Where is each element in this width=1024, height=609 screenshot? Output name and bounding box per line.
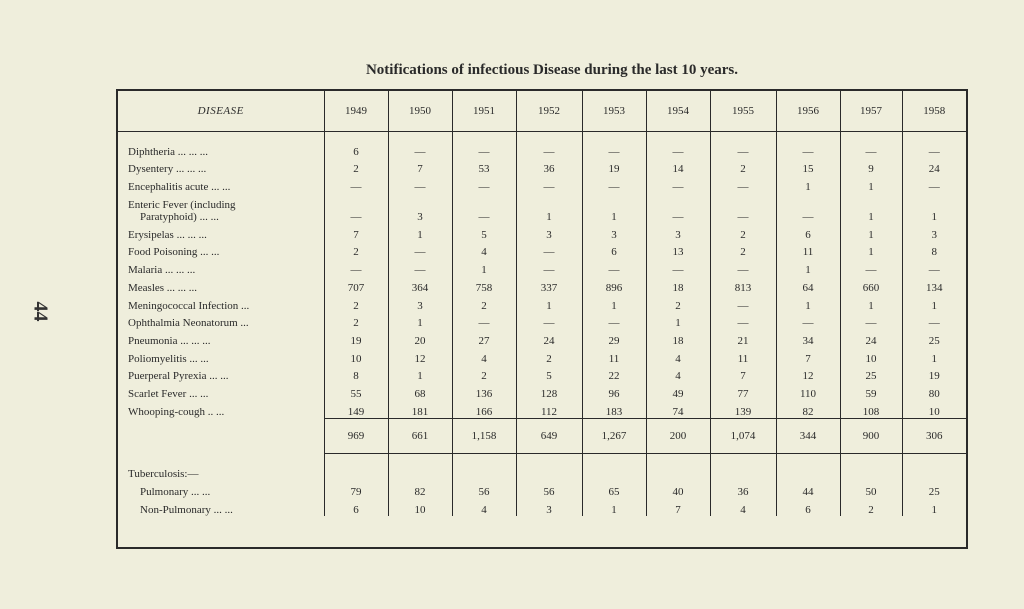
spacer-cell <box>582 464 646 480</box>
value-cell: 4 <box>646 347 710 365</box>
value-cell: 1 <box>582 193 646 223</box>
year-column-header: 1958 <box>902 91 966 132</box>
total-cell: 306 <box>902 418 966 453</box>
value-cell: 3 <box>516 223 582 241</box>
value-cell: 2 <box>646 294 710 312</box>
spacer-cell <box>582 453 646 464</box>
value-cell: 82 <box>776 400 840 418</box>
value-cell: 12 <box>776 365 840 383</box>
disease-name-line: Pneumonia ... ... ... <box>128 334 211 347</box>
value-cell: 110 <box>776 382 840 400</box>
spacer-cell <box>118 132 324 141</box>
total-cell: 969 <box>324 418 388 453</box>
value-cell: 13 <box>646 241 710 259</box>
disease-row <box>118 158 966 176</box>
value-cell: 896 <box>582 276 646 294</box>
notifications-table <box>118 91 966 516</box>
spacer-cell <box>324 464 388 480</box>
value-cell: 25 <box>840 365 902 383</box>
disease-row <box>118 241 966 259</box>
value-cell: 7 <box>646 498 710 516</box>
spacer-cell <box>582 132 646 141</box>
value-cell: — <box>324 258 388 276</box>
spacer-cell <box>324 453 388 464</box>
value-cell: 7 <box>388 158 452 176</box>
value-cell: — <box>452 140 516 158</box>
value-cell: 7 <box>324 223 388 241</box>
value-cell: 1 <box>388 223 452 241</box>
value-cell: 12 <box>388 347 452 365</box>
value-cell: 4 <box>452 498 516 516</box>
value-cell: 364 <box>388 276 452 294</box>
total-cell: 1,158 <box>452 418 516 453</box>
disease-row <box>118 175 966 193</box>
tuberculosis-heading-row <box>118 464 966 480</box>
disease-name-line: Food Poisoning ... ... <box>128 246 220 259</box>
value-cell: 6 <box>324 498 388 516</box>
spacer-cell <box>710 453 776 464</box>
total-cell: 200 <box>646 418 710 453</box>
value-cell: — <box>516 241 582 259</box>
disease-name <box>118 175 324 193</box>
value-cell: — <box>646 140 710 158</box>
value-cell: 136 <box>452 382 516 400</box>
value-cell: 1 <box>646 312 710 330</box>
value-cell: 50 <box>840 480 902 498</box>
value-cell: 166 <box>452 400 516 418</box>
value-cell: 36 <box>710 480 776 498</box>
tuberculosis-type: Pulmonary ... ... <box>140 485 211 498</box>
value-cell: 18 <box>646 276 710 294</box>
year-column-header: 1952 <box>516 91 582 132</box>
value-cell: — <box>646 175 710 193</box>
spacer-cell <box>452 464 516 480</box>
value-cell: 660 <box>840 276 902 294</box>
value-cell: 5 <box>452 223 516 241</box>
value-cell: 25 <box>902 480 966 498</box>
spacer-cell <box>646 464 710 480</box>
value-cell: 49 <box>646 382 710 400</box>
value-cell: 65 <box>582 480 646 498</box>
value-cell: 82 <box>388 480 452 498</box>
value-cell: — <box>516 140 582 158</box>
value-cell: — <box>646 193 710 223</box>
value-cell: 1 <box>902 193 966 223</box>
value-cell: 11 <box>710 347 776 365</box>
page-title: Notifications of infectious Disease during the last 10 years. <box>365 62 739 78</box>
spacer-cell <box>840 464 902 480</box>
value-cell: 139 <box>710 400 776 418</box>
value-cell: — <box>710 258 776 276</box>
totals-label-cell <box>118 418 324 453</box>
value-cell: — <box>646 258 710 276</box>
value-cell: 2 <box>516 347 582 365</box>
value-cell: 6 <box>582 241 646 259</box>
value-cell: 1 <box>840 223 902 241</box>
value-cell: 8 <box>324 365 388 383</box>
value-cell: 24 <box>902 158 966 176</box>
value-cell: 3 <box>582 223 646 241</box>
value-cell: — <box>516 175 582 193</box>
value-cell: 2 <box>710 158 776 176</box>
value-cell: — <box>710 294 776 312</box>
value-cell: 707 <box>324 276 388 294</box>
year-column-header: 1950 <box>388 91 452 132</box>
value-cell: 24 <box>516 329 582 347</box>
disease-name-line: Encephalitis acute ... ... <box>128 181 231 194</box>
spacer-cell <box>516 464 582 480</box>
disease-row <box>118 400 966 418</box>
value-cell: — <box>902 175 966 193</box>
spacer-cell <box>452 132 516 141</box>
value-cell: 108 <box>840 400 902 418</box>
value-cell: — <box>710 312 776 330</box>
total-cell: 661 <box>388 418 452 453</box>
disease-name-line: Scarlet Fever ... ... <box>128 387 209 400</box>
value-cell: 2 <box>324 158 388 176</box>
value-cell: — <box>710 140 776 158</box>
value-cell: 3 <box>516 498 582 516</box>
disease-row <box>118 193 966 223</box>
value-cell: 44 <box>776 480 840 498</box>
value-cell: 10 <box>902 400 966 418</box>
totals-rule-row <box>118 453 966 464</box>
value-cell: 2 <box>452 294 516 312</box>
value-cell: — <box>710 175 776 193</box>
value-cell: — <box>516 258 582 276</box>
disease-name-line: Whooping-cough .. ... <box>128 406 225 419</box>
disease-name <box>118 193 324 223</box>
spacer-cell <box>646 453 710 464</box>
disease-name-line: Puerperal Pyrexia ... ... <box>128 370 229 383</box>
tuberculosis-row <box>118 498 966 516</box>
spacer-cell <box>710 132 776 141</box>
value-cell: 77 <box>710 382 776 400</box>
value-cell: 11 <box>776 241 840 259</box>
value-cell: 2 <box>840 498 902 516</box>
value-cell: 337 <box>516 276 582 294</box>
value-cell: 64 <box>776 276 840 294</box>
value-cell: 3 <box>388 294 452 312</box>
value-cell: 1 <box>902 347 966 365</box>
disease-row <box>118 223 966 241</box>
value-cell: — <box>582 312 646 330</box>
value-cell: 6 <box>324 140 388 158</box>
value-cell: 11 <box>582 347 646 365</box>
disease-name-continuation: Paratyphoid) ... ... <box>140 211 219 224</box>
disease-name-line: Erysipelas ... ... ... <box>128 228 207 241</box>
value-cell: 181 <box>388 400 452 418</box>
value-cell: — <box>582 258 646 276</box>
disease-name <box>118 382 324 400</box>
disease-name <box>118 276 324 294</box>
disease-name <box>118 312 324 330</box>
value-cell: 2 <box>710 223 776 241</box>
value-cell: — <box>388 258 452 276</box>
value-cell: — <box>840 140 902 158</box>
value-cell: 20 <box>388 329 452 347</box>
value-cell: 1 <box>388 365 452 383</box>
value-cell: 24 <box>840 329 902 347</box>
value-cell: 1 <box>776 175 840 193</box>
value-cell: 758 <box>452 276 516 294</box>
value-cell: 1 <box>840 175 902 193</box>
value-cell: — <box>902 140 966 158</box>
spacer-cell <box>902 464 966 480</box>
value-cell: 1 <box>902 294 966 312</box>
year-column-header: 1949 <box>324 91 388 132</box>
value-cell: — <box>582 140 646 158</box>
year-column-header: 1957 <box>840 91 902 132</box>
value-cell: — <box>324 193 388 223</box>
value-cell: 5 <box>516 365 582 383</box>
value-cell: 2 <box>324 294 388 312</box>
disease-name <box>118 294 324 312</box>
spacer-cell <box>776 453 840 464</box>
value-cell: 1 <box>388 312 452 330</box>
value-cell: 6 <box>776 498 840 516</box>
value-cell: 14 <box>646 158 710 176</box>
totals-row <box>118 418 966 453</box>
disease-row <box>118 140 966 158</box>
spacer-cell <box>646 132 710 141</box>
disease-name-line: Diphtheria ... ... ... <box>128 145 209 158</box>
disease-name-line: Measles ... ... ... <box>128 281 198 294</box>
tuberculosis-type: Non-Pulmonary ... ... <box>140 503 233 516</box>
spacer-cell <box>710 464 776 480</box>
value-cell: 55 <box>324 382 388 400</box>
value-cell: — <box>840 312 902 330</box>
year-column-header: 1956 <box>776 91 840 132</box>
disease-row <box>118 347 966 365</box>
value-cell: 3 <box>388 193 452 223</box>
value-cell: 56 <box>452 480 516 498</box>
value-cell: 59 <box>840 382 902 400</box>
spacer-cell <box>902 132 966 141</box>
value-cell: 813 <box>710 276 776 294</box>
disease-name <box>118 400 324 418</box>
spacer-cell <box>388 464 452 480</box>
year-column-header: 1953 <box>582 91 646 132</box>
value-cell: 1 <box>840 193 902 223</box>
header-row <box>118 91 966 132</box>
value-cell: 183 <box>582 400 646 418</box>
disease-name-line: Enteric Fever (including <box>128 199 236 212</box>
value-cell: 1 <box>516 193 582 223</box>
value-cell: 1 <box>840 294 902 312</box>
value-cell: — <box>902 258 966 276</box>
value-cell: 1 <box>516 294 582 312</box>
value-cell: 2 <box>452 365 516 383</box>
disease-name <box>118 140 324 158</box>
value-cell: 68 <box>388 382 452 400</box>
disease-name <box>118 158 324 176</box>
spacer-cell <box>840 453 902 464</box>
value-cell: 56 <box>516 480 582 498</box>
value-cell: 96 <box>582 382 646 400</box>
value-cell: 1 <box>582 498 646 516</box>
value-cell: 79 <box>324 480 388 498</box>
value-cell: 18 <box>646 329 710 347</box>
value-cell: 80 <box>902 382 966 400</box>
value-cell: — <box>388 140 452 158</box>
year-column-header: 1951 <box>452 91 516 132</box>
value-cell: 21 <box>710 329 776 347</box>
spacer-row <box>118 132 966 141</box>
value-cell: 29 <box>582 329 646 347</box>
page-number: 44 <box>29 301 52 322</box>
value-cell: — <box>452 175 516 193</box>
value-cell: 6 <box>776 223 840 241</box>
disease-name-line: Ophthalmia Neonatorum ... <box>128 317 249 330</box>
value-cell: 19 <box>324 329 388 347</box>
value-cell: — <box>776 193 840 223</box>
year-column-header: 1955 <box>710 91 776 132</box>
value-cell: 19 <box>582 158 646 176</box>
disease-name <box>118 329 324 347</box>
disease-name-line: Poliomyelitis ... ... <box>128 352 209 365</box>
value-cell: 4 <box>710 498 776 516</box>
value-cell: 7 <box>710 365 776 383</box>
value-cell: 3 <box>902 223 966 241</box>
value-cell: 10 <box>840 347 902 365</box>
value-cell: 4 <box>452 241 516 259</box>
value-cell: 40 <box>646 480 710 498</box>
disease-row <box>118 258 966 276</box>
value-cell: 15 <box>776 158 840 176</box>
value-cell: — <box>776 140 840 158</box>
value-cell: — <box>516 312 582 330</box>
disease-row <box>118 329 966 347</box>
spacer-cell <box>840 132 902 141</box>
value-cell: 74 <box>646 400 710 418</box>
spacer-cell <box>324 132 388 141</box>
value-cell: 7 <box>776 347 840 365</box>
value-cell: 10 <box>324 347 388 365</box>
value-cell: — <box>582 175 646 193</box>
value-cell: 2 <box>710 241 776 259</box>
value-cell: — <box>324 175 388 193</box>
value-cell: — <box>452 312 516 330</box>
value-cell: 1 <box>776 294 840 312</box>
spacer-cell <box>776 132 840 141</box>
value-cell: 112 <box>516 400 582 418</box>
value-cell: 25 <box>902 329 966 347</box>
value-cell: 1 <box>582 294 646 312</box>
value-cell: 22 <box>582 365 646 383</box>
disease-name <box>118 347 324 365</box>
disease-column-header: DISEASE <box>118 91 324 132</box>
disease-name-line: Malaria ... ... ... <box>128 264 196 277</box>
disease-row <box>118 382 966 400</box>
value-cell: 4 <box>646 365 710 383</box>
disease-row <box>118 365 966 383</box>
disease-name <box>118 223 324 241</box>
spacer-cell <box>902 453 966 464</box>
total-cell: 900 <box>840 418 902 453</box>
disease-name-line: Meningococcal Infection ... <box>128 299 250 312</box>
value-cell: 1 <box>452 258 516 276</box>
value-cell: 1 <box>902 498 966 516</box>
disease-name <box>118 258 324 276</box>
value-cell: 4 <box>452 347 516 365</box>
spacer-cell <box>776 464 840 480</box>
value-cell: 10 <box>388 498 452 516</box>
total-cell: 344 <box>776 418 840 453</box>
value-cell: 134 <box>902 276 966 294</box>
disease-row <box>118 276 966 294</box>
disease-name-line: Dysentery ... ... ... <box>128 163 207 176</box>
spacer-cell <box>118 453 324 464</box>
spacer-cell <box>452 453 516 464</box>
value-cell: — <box>388 241 452 259</box>
value-cell: 27 <box>452 329 516 347</box>
spacer-cell <box>516 132 582 141</box>
notifications-table-frame <box>116 89 968 549</box>
value-cell: 128 <box>516 382 582 400</box>
value-cell: — <box>388 175 452 193</box>
value-cell: 8 <box>902 241 966 259</box>
spacer-cell <box>516 453 582 464</box>
value-cell: 9 <box>840 158 902 176</box>
value-cell: 149 <box>324 400 388 418</box>
value-cell: 34 <box>776 329 840 347</box>
spacer-cell <box>388 132 452 141</box>
total-cell: 649 <box>516 418 582 453</box>
disease-name <box>118 365 324 383</box>
disease-name <box>118 241 324 259</box>
value-cell: 19 <box>902 365 966 383</box>
tuberculosis-row <box>118 480 966 498</box>
year-column-header: 1954 <box>646 91 710 132</box>
total-cell: 1,267 <box>582 418 646 453</box>
value-cell: 53 <box>452 158 516 176</box>
value-cell: — <box>710 193 776 223</box>
value-cell: — <box>452 193 516 223</box>
spacer-cell <box>388 453 452 464</box>
value-cell: 36 <box>516 158 582 176</box>
value-cell: 1 <box>840 241 902 259</box>
disease-row <box>118 312 966 330</box>
value-cell: 2 <box>324 241 388 259</box>
value-cell: — <box>840 258 902 276</box>
value-cell: 3 <box>646 223 710 241</box>
value-cell: — <box>902 312 966 330</box>
value-cell: — <box>776 312 840 330</box>
value-cell: 1 <box>776 258 840 276</box>
total-cell: 1,074 <box>710 418 776 453</box>
disease-row <box>118 294 966 312</box>
value-cell: 2 <box>324 312 388 330</box>
tuberculosis-heading: Tuberculosis:— <box>128 467 199 480</box>
